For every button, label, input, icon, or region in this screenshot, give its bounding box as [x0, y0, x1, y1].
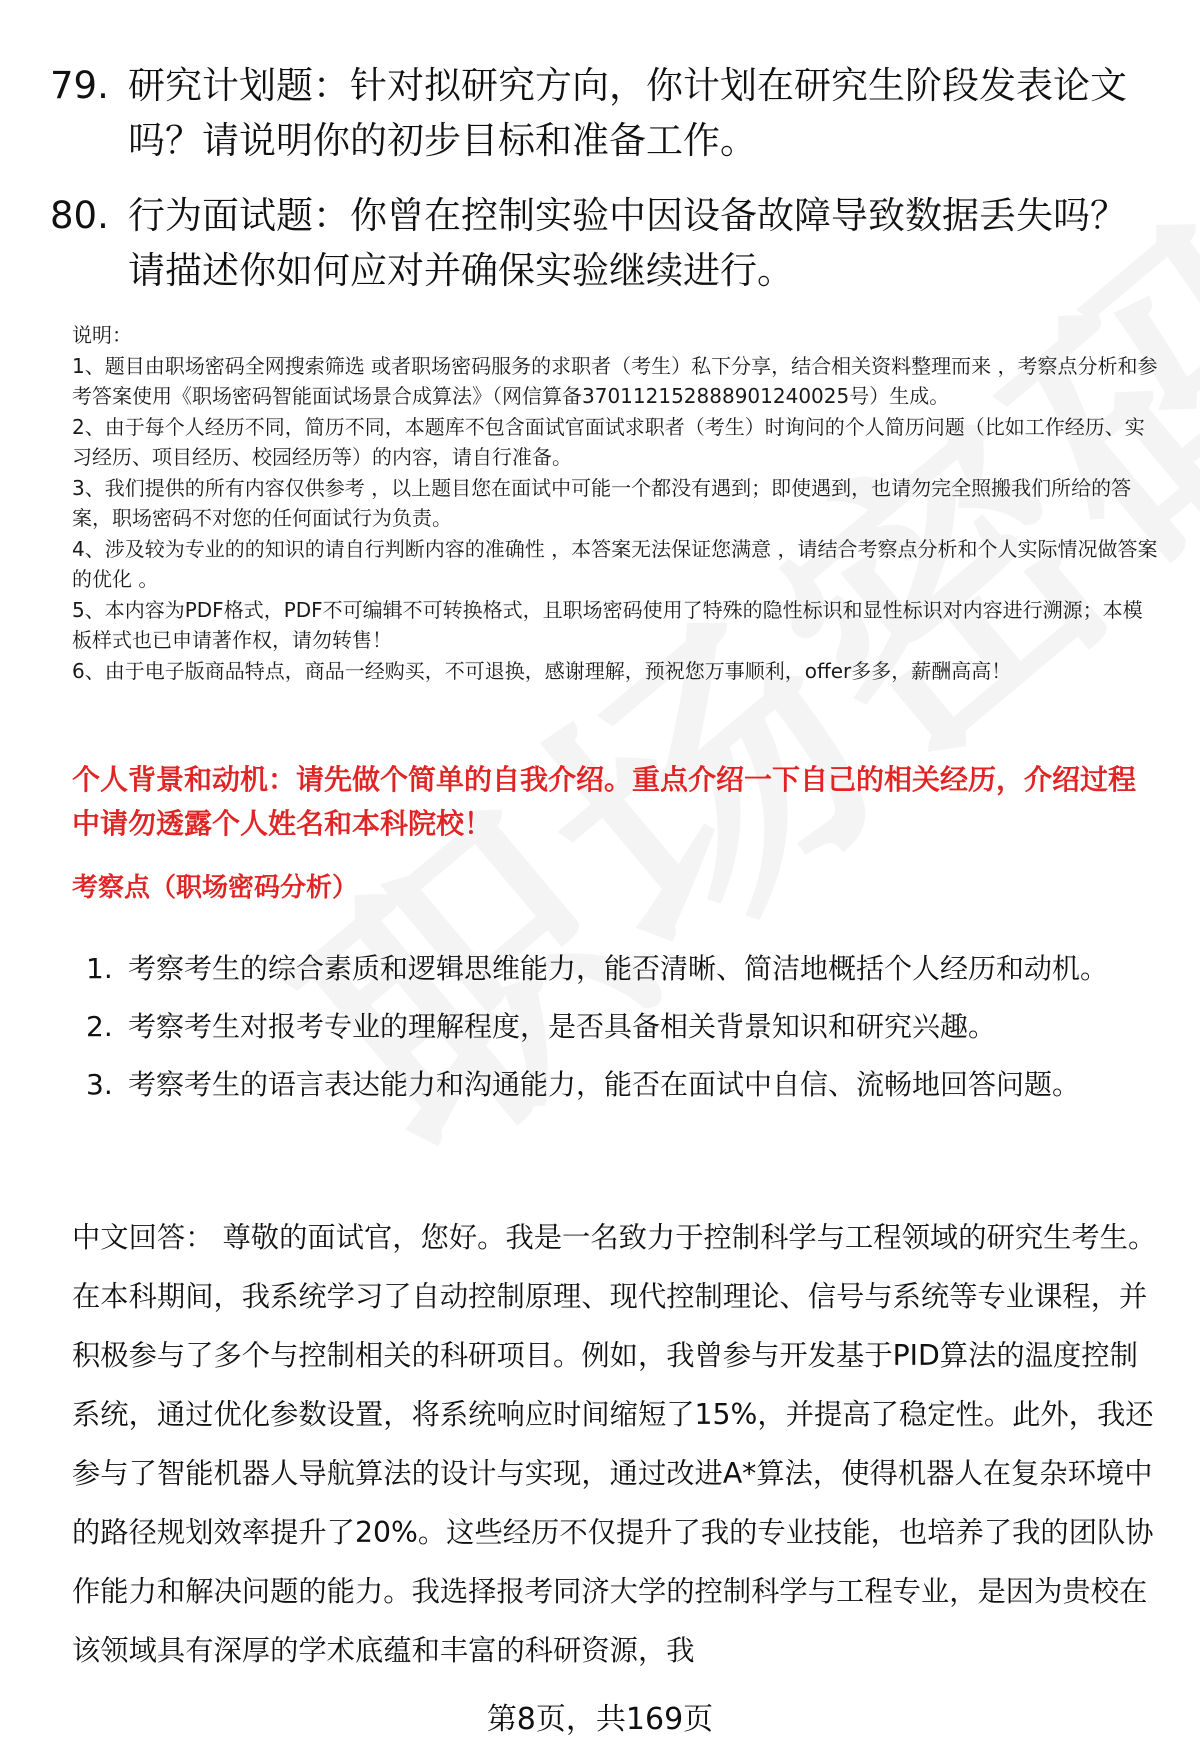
- note-item: 2、由于每个人经历不同，简历不同，本题库不包含面试官面试求职者（考生）时询问的个人简历问题（比如工作经历、实习经历、项目经历、校园经历等）的内容，请自行准备。: [72, 414, 1145, 469]
- analysis-point: [86, 998, 1146, 1056]
- point-number: 2.: [86, 1010, 113, 1043]
- question-item: [50, 58, 1160, 168]
- analysis-points: [86, 940, 1146, 1114]
- point-text: 考察考生的语言表达能力和沟通能力，能否在面试中自信、流畅地回答问题。: [128, 1068, 1081, 1101]
- point-text: 考察考生的综合素质和逻辑思维能力，能否清晰、简洁地概括个人经历和动机。: [128, 952, 1109, 985]
- note-item: 6、由于电子版商品特点，商品一经购买，不可退换，感谢理解，预祝您万事顺利，offer多多，薪酬高高！: [72, 658, 1012, 683]
- note-item: 5、本内容为PDF格式，PDF不可编辑不可转换格式，且职场密码使用了特殊的隐性标识和显性标识对内容进行溯源；本模板样式也已申请著作权，请勿转售！: [72, 597, 1143, 652]
- point-text: 考察考生对报考专业的理解程度，是否具备相关背景知识和研究兴趣。: [128, 1010, 997, 1043]
- question-item: [50, 188, 1160, 298]
- question-number: 80.: [50, 194, 109, 237]
- section-title: 个人背景和动机：请先做个简单的自我介绍。重点介绍一下自己的相关经历，介绍过程中请勿透露个人姓名和本科院校！: [72, 763, 1137, 840]
- point-number: 1.: [86, 952, 113, 985]
- analysis-point: [86, 940, 1146, 998]
- note-item: 4、涉及较为专业的的知识的请自行判断内容的准确性 ，本答案无法保证您满意 ，请结合考察点分析和个人实际情况做答案的优化 。: [72, 536, 1158, 591]
- note-item: 3、我们提供的所有内容仅供参考 ，以上题目您在面试中可能一个都没有遇到；即使遇到，也请勿完全照搬我们所给的答案，职场密码不对您的任何面试行为负责。: [72, 475, 1132, 530]
- point-number: 3.: [86, 1068, 113, 1101]
- answer-paragraph: 中文回答： 尊敬的面试官，您好。我是一名致力于控制科学与工程领域的研究生考生。在本科期间，我系统学习了自动控制原理、现代控制理论、信号与系统等专业课程，并积极参与了多个与控制相关的科研项目。例如，我曾参与开发基于PID算法的温度控制系统，通过优化参数设置，将系统响应时间缩短了15%，并提高了稳定性。此外，我还参与了智能机器人导航算法的设计与实现，通过改进A*算法，使得机器人在复杂环境中的路径规划效率提升了20%。这些经历不仅提升了我的专业技能，也培养了我的团队协作能力和解决问题的能力。我选择报考同济大学的控制科学与工程专业，是因为贵校在该领域具有深厚的学术底蕴和丰富的科研资源，我: [72, 1221, 1157, 1667]
- question-list: [50, 58, 1160, 318]
- page-footer: 第8页，共169页: [486, 1702, 714, 1737]
- analysis-point: [86, 1056, 1146, 1114]
- question-text: 研究计划题：针对拟研究方向，你计划在研究生阶段发表论文吗？请说明你的初步目标和准备工作。: [128, 64, 1127, 162]
- analysis-title: 考察点（职场密码分析）: [72, 873, 359, 903]
- note-item: 1、题目由职场密码全网搜索筛选 或者职场密码服务的求职者（考生）私下分享，结合相关资料整理而来 ，考察点分析和参考答案使用《职场密码智能面试场景合成算法》（网信算备370112152888901240025号）生成。: [72, 353, 1158, 408]
- question-text: 行为面试题：你曾在控制实验中因设备故障导致数据丢失吗？请描述你如何应对并确保实验继续进行。: [128, 194, 1127, 292]
- question-number: 79.: [50, 64, 109, 107]
- notes-heading: 说明：: [72, 323, 132, 347]
- notes-block: [72, 320, 1162, 686]
